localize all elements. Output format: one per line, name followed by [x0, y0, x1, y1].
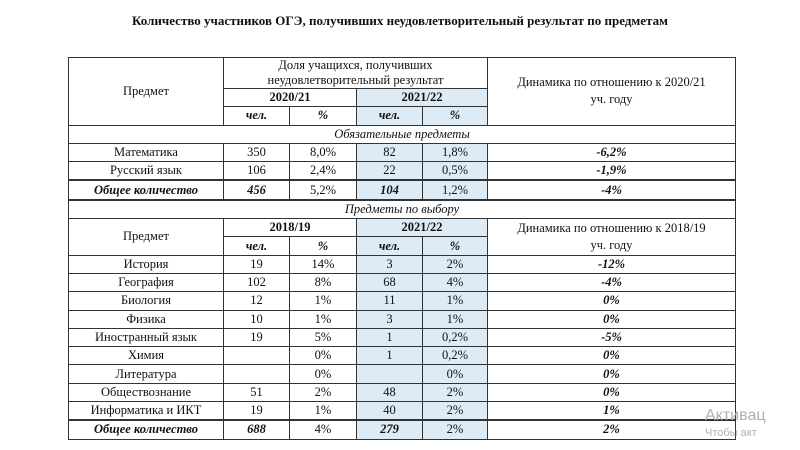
pct-b-cell: 1,2% — [423, 180, 488, 199]
header-row — [69, 58, 736, 89]
subject-cell: Обществознание — [69, 383, 224, 401]
col-pct: % — [423, 237, 488, 255]
people-a-cell: 102 — [224, 273, 290, 291]
dynamics-cell: -5% — [488, 328, 736, 346]
subject-cell: Общее количество — [69, 420, 224, 439]
year-b: 2021/22 — [357, 89, 488, 107]
pct-a-cell: 1% — [290, 292, 357, 310]
year-row — [69, 219, 736, 237]
people-b-cell: 3 — [357, 255, 423, 273]
table-row — [69, 162, 736, 181]
people-a-cell: 19 — [224, 255, 290, 273]
pct-a-cell: 14% — [290, 255, 357, 273]
dynamics-cell: 2% — [488, 420, 736, 439]
pct-a-cell: 8% — [290, 273, 357, 291]
pct-b-cell: 2% — [423, 402, 488, 421]
windows-activation-watermark — [705, 407, 766, 439]
people-b-cell: 104 — [357, 180, 423, 199]
people-b-cell: 48 — [357, 383, 423, 401]
table-row — [69, 310, 736, 328]
table-row — [69, 365, 736, 383]
results-table — [68, 57, 736, 440]
pct-b-cell: 2% — [423, 383, 488, 401]
people-a-cell: 19 — [224, 328, 290, 346]
people-a-cell: 350 — [224, 143, 290, 161]
dynamics-cell: -4% — [488, 273, 736, 291]
subject-cell: Химия — [69, 347, 224, 365]
col-people: чел. — [224, 237, 290, 255]
col-people: чел. — [357, 237, 423, 255]
section-label: Обязательные предметы — [69, 125, 736, 143]
pct-a-cell: 4% — [290, 420, 357, 439]
pct-a-cell: 5% — [290, 328, 357, 346]
col-pct: % — [290, 237, 357, 255]
table-row — [69, 328, 736, 346]
table-row — [69, 143, 736, 161]
subject-header: Предмет — [69, 58, 224, 126]
watermark-line1: Активац — [705, 407, 766, 424]
pct-a-cell: 2,4% — [290, 162, 357, 181]
people-a-cell: 51 — [224, 383, 290, 401]
year-b: 2021/22 — [357, 219, 488, 237]
col-pct: % — [423, 107, 488, 125]
dynamics-cell: -4% — [488, 180, 736, 199]
subject-cell: Математика — [69, 143, 224, 161]
people-b-cell: 40 — [357, 402, 423, 421]
people-a-cell: 456 — [224, 180, 290, 199]
section-row — [69, 200, 736, 219]
pct-b-cell: 0,2% — [423, 328, 488, 346]
pct-a-cell: 5,2% — [290, 180, 357, 199]
people-b-cell: 11 — [357, 292, 423, 310]
pct-b-cell: 2% — [423, 420, 488, 439]
people-a-cell: 688 — [224, 420, 290, 439]
people-b-cell: 68 — [357, 273, 423, 291]
dynamics-header: Динамика по отношению к 2020/21 уч. году — [488, 58, 736, 126]
subject-cell: Общее количество — [69, 180, 224, 199]
people-b-cell: 3 — [357, 310, 423, 328]
pct-a-cell: 1% — [290, 310, 357, 328]
pct-b-cell: 4% — [423, 273, 488, 291]
dynamics-cell: 0% — [488, 310, 736, 328]
section-row — [69, 125, 736, 143]
page-title: Количество участников ОГЭ, получивших неудовлетворительный результат по предметам — [132, 13, 668, 28]
pct-b-cell: 1% — [423, 292, 488, 310]
people-a-cell — [224, 365, 290, 383]
pct-a-cell: 1% — [290, 402, 357, 421]
table-row — [69, 292, 736, 310]
subject-cell: Русский язык — [69, 162, 224, 181]
people-a-cell: 10 — [224, 310, 290, 328]
people-b-cell: 22 — [357, 162, 423, 181]
subject-cell: Физика — [69, 310, 224, 328]
pct-b-cell: 1,8% — [423, 143, 488, 161]
pct-a-cell: 2% — [290, 383, 357, 401]
subject-cell: Иностранный язык — [69, 328, 224, 346]
table-row — [69, 383, 736, 401]
pct-b-cell: 0,2% — [423, 347, 488, 365]
dynamics-cell: 0% — [488, 292, 736, 310]
dynamics-cell: -6,2% — [488, 143, 736, 161]
dynamics-cell: 1% — [488, 402, 736, 421]
subject-cell: Информатика и ИКТ — [69, 402, 224, 421]
people-a-cell: 12 — [224, 292, 290, 310]
pct-a-cell: 0% — [290, 347, 357, 365]
pct-b-cell: 2% — [423, 255, 488, 273]
people-b-cell: 1 — [357, 347, 423, 365]
subject-cell: История — [69, 255, 224, 273]
subject-cell: Биология — [69, 292, 224, 310]
share-header: Доля учащихся, получивших неудовлетворительный результат — [224, 58, 488, 89]
col-people: чел. — [224, 107, 290, 125]
pct-b-cell: 1% — [423, 310, 488, 328]
dynamics-cell: 0% — [488, 365, 736, 383]
year-a: 2018/19 — [224, 219, 357, 237]
people-b-cell — [357, 365, 423, 383]
subject-cell: Литература — [69, 365, 224, 383]
subject-header: Предмет — [69, 219, 224, 256]
pct-a-cell: 0% — [290, 365, 357, 383]
pct-b-cell: 0,5% — [423, 162, 488, 181]
section-label: Предметы по выбору — [69, 200, 736, 219]
col-pct: % — [290, 107, 357, 125]
people-b-cell: 82 — [357, 143, 423, 161]
table-row — [69, 273, 736, 291]
table-row — [69, 255, 736, 273]
table-row — [69, 402, 736, 421]
pct-b-cell: 0% — [423, 365, 488, 383]
people-a-cell — [224, 347, 290, 365]
people-a-cell: 106 — [224, 162, 290, 181]
dynamics-cell: -12% — [488, 255, 736, 273]
total-row — [69, 180, 736, 199]
total-row — [69, 420, 736, 439]
people-b-cell: 1 — [357, 328, 423, 346]
pct-a-cell: 8,0% — [290, 143, 357, 161]
dynamics-cell: -1,9% — [488, 162, 736, 181]
dynamics-header: Динамика по отношению к 2018/19 уч. году — [488, 219, 736, 256]
watermark-line2: Чтобы акт — [705, 427, 757, 439]
dynamics-cell: 0% — [488, 383, 736, 401]
year-a: 2020/21 — [224, 89, 357, 107]
table-row — [69, 347, 736, 365]
subject-cell: География — [69, 273, 224, 291]
col-people: чел. — [357, 107, 423, 125]
people-a-cell: 19 — [224, 402, 290, 421]
people-b-cell: 279 — [357, 420, 423, 439]
dynamics-cell: 0% — [488, 347, 736, 365]
